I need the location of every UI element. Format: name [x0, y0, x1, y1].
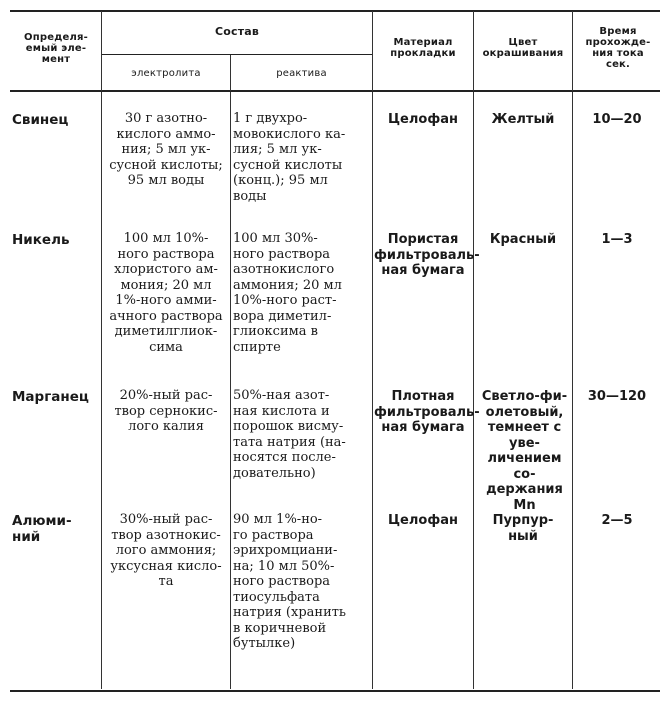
row-electrolyte-lead: 30 г азотно- кислого аммо- ния; 5 мл ук- сусной кислоты; 95 мл воды: [109, 111, 223, 188]
row-pad-manganese: Плотная фильтроваль- ная бумага: [374, 389, 480, 435]
header-bottom-rule: [10, 90, 660, 92]
row-time-aluminium: 2—5: [601, 513, 633, 528]
header-element: Определя- емый эле- мент: [24, 32, 88, 65]
row-pad-lead: Целофан: [388, 112, 458, 127]
body-vrule-4: [473, 92, 474, 689]
header-vrule-1: [101, 11, 102, 91]
header-color: Цвет окрашивания: [482, 37, 564, 59]
row-time-nickel: 1—3: [601, 232, 633, 247]
table-bottom-rule: [10, 690, 660, 692]
body-vrule-1: [101, 92, 102, 689]
row-pad-nickel: Пористая фильтроваль- ная бумага: [374, 232, 480, 278]
body-vrule-3: [372, 92, 373, 689]
body-vrule-5: [572, 92, 573, 689]
header-time: Время прохожде- ния тока сек.: [585, 26, 651, 70]
row-color-nickel: Красный: [489, 232, 557, 247]
row-element-lead: Свинец: [12, 112, 69, 128]
body-vrule-2: [230, 92, 231, 689]
row-reagent-aluminium: 90 мл 1%-но- го раствора эрихромциани- на; 10 мл 50%- ного раствора тиосульфата натрия (хранить в коричневой бутылке): [233, 512, 347, 651]
row-color-lead: Желтый: [491, 112, 555, 127]
row-element-manganese: Марганец: [12, 389, 89, 405]
row-reagent-manganese: 50%-ная азот- ная кислота и порошок висму- тата натрия (на- носятся после- довательно): [233, 388, 346, 481]
row-reagent-lead: 1 г двухро- мовокислого ка- лия; 5 мл ук- сусной кислоты (конц.); 95 мл воды: [233, 111, 346, 204]
row-electrolyte-nickel: 100 мл 10%- ного раствора хлористого ам- мония; 20 мл 1%-ного амми- ачного раствора диметилглиок- сима: [109, 231, 223, 355]
table-top-rule: [10, 10, 660, 12]
row-reagent-nickel: 100 мл 30%- ного раствора азотнокислого аммония; 20 мл 10%-ного раст- вора диметил- глиоксима в спирте: [233, 231, 342, 355]
row-element-nickel: Никель: [12, 232, 70, 248]
row-time-lead: 10—20: [592, 112, 642, 127]
header-pad-material: Материал прокладки: [390, 37, 456, 59]
row-pad-aluminium: Целофан: [388, 513, 458, 528]
composition-rule: [102, 54, 372, 55]
row-element-aluminium: Алюми- ний: [12, 513, 72, 545]
row-time-manganese: 30—120: [587, 389, 647, 404]
header-composition: Состав: [214, 25, 260, 38]
row-electrolyte-manganese: 20%-ный рас- твор сернокис- лого калия: [114, 388, 218, 434]
header-reagent: реактива: [276, 68, 327, 79]
row-electrolyte-aluminium: 30%-ный рас- твор азотнокис- лого аммония; уксусная кисло- та: [110, 512, 222, 589]
row-color-aluminium: Пурпур- ный: [492, 513, 554, 544]
row-color-manganese: Светло-фи- олетовый, темнеет с уве- личением со- держания Mn: [481, 389, 568, 513]
header-electrolyte: электролита: [131, 68, 201, 79]
